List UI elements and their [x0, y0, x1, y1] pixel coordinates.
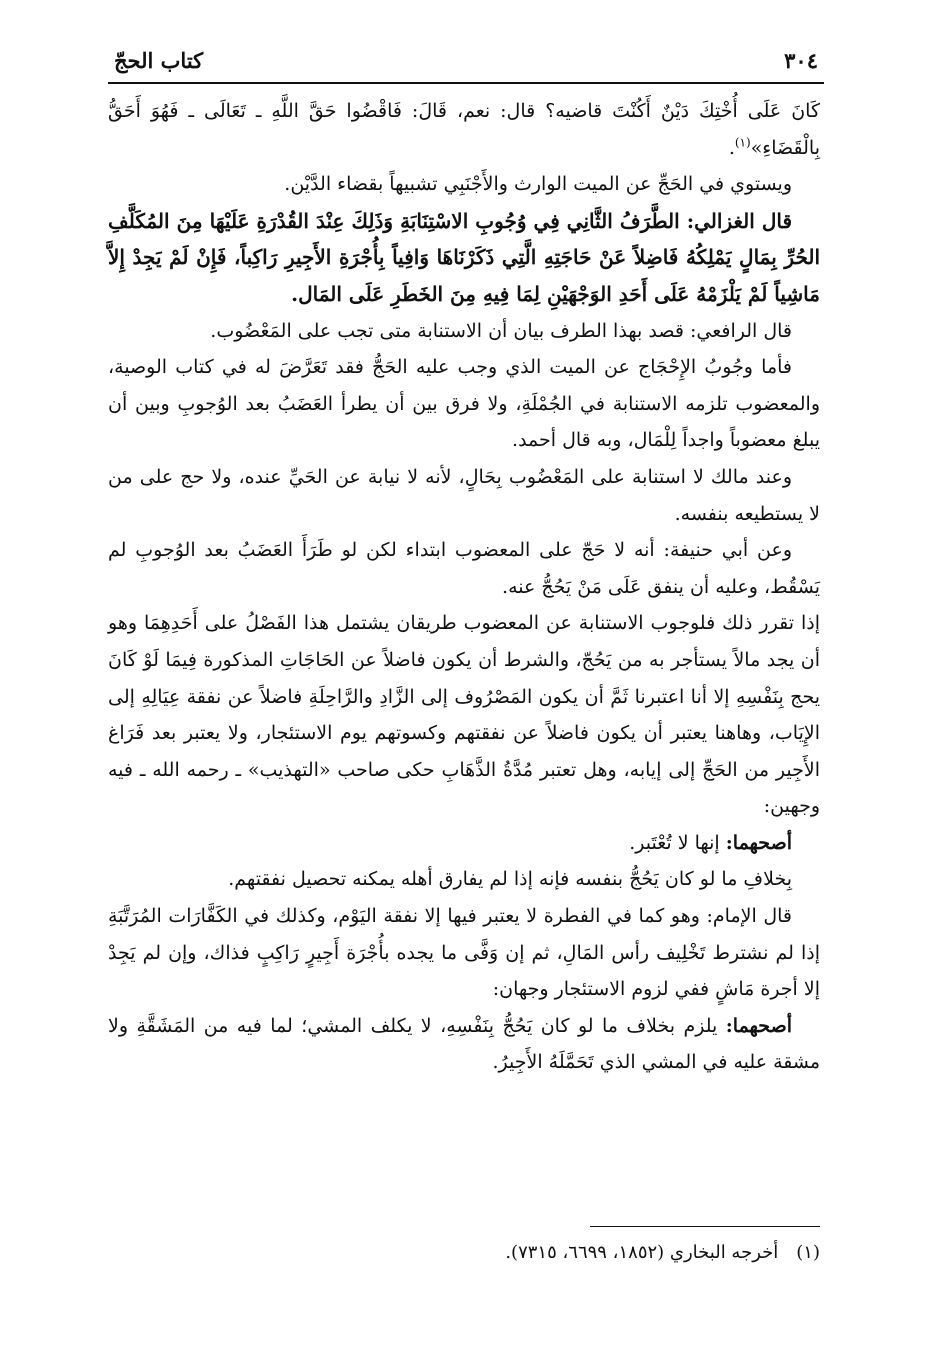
- paragraph-abu-hanifa: وعن أبي حنيفة: أنه لا حَجّ على المعضوب ابتداء لكن لو طَرَأَ العَضَبُ بعد الوُجوبِ لم يَسْقُط، وعليه أن ينفق عَلَى مَنْ يَحُجُّ عنه.: [108, 539, 820, 598]
- paragraph-imam: قال الإمام: وهو كما في الفطرة لا يعتبر فيها إلا نفقة اليَوْم، وكذلك في الكَفَّارَات المُرَتَّبَةِ إذا لم نشترط تَخْلِيف رأس المَالِ، ثم إن وَفَّى ما يجده بأُجْرَة أَجِيرٍ رَاكِبٍ فذاك، وإن لم يَجِدْ إلا أجرة مَاشٍ ففي لزوم الاستئجار وجهان:: [108, 905, 820, 1001]
- main-text: [108, 93, 820, 1081]
- paragraph-two-ways: إذا تقرر ذلك فلوجوب الاستنابة عن المعضوب طريقان يشتمل هذا الفَصْلُ على أَحَدِهِمَا وهو أن يجد مالاً يستأجر به من يَحُجّ، والشرط أن يكون فاضلاً عن الحَاجَاتِ المذكورة فِيمَا لَوْ كَانَ يحج بِنَفْسِهِ إلا أنا اعتبرنا ثَمَّ أن يكون المَصْرُوف إلى الزَّادِ والرَّاحِلَةِ فاضلاً عن نفقة عِيَالِهِ إلى الإِيَاب، وهاهنا يعتبر أن يكون فاضلاً عن نفقتهم وكسوتهم يوم الاستئجار، ولا يعتبر بعد فَرَاغ الأَجِير من الحَجِّ إلى إيابه، وهل تعتبر مُدَّةُ الذَّهَابِ حكى صاحب «التهذيب» ـ رحمه الله ـ فيه وجهين:: [108, 612, 820, 818]
- paragraph-heirs: ويستوي في الحَجِّ عن الميت الوارث والأَجْنَبِي تشبيهاً بقضاء الدَّيْن.: [284, 173, 792, 196]
- ghazali-quote-text: الطَّرَفُ الثَّانِي فِي وُجُوبِ الاسْتِنَابَةِ وَذَلِكَ عِنْدَ القُدْرَةِ عَلَيْهَا مِنَ المُكَلَّفِ الحُرِّ بِمَالٍ يَمْلِكُهُ فَاضِلاً عَنْ حَاجَتِهِ الَّتِي ذَكَرْنَاهَا وَافِياً بِأُجْرَةِ الأَجِيرِ رَاكِباً، فَإِنْ لَمْ يَجِدْ إِلاَّ مَاشِياً لَمْ يَلْزَمْهُ عَلَى أَحَدِ الوَجْهَيْنِ لِمَا فِيهِ مِنَ الخَطَرِ عَلَى المَال.: [108, 208, 820, 306]
- book-title: كتاب الحجّ: [114, 48, 204, 73]
- first-opinion-text: إنها لا تُعْتَبر.: [629, 831, 720, 854]
- paragraph-second-opinion: [108, 1008, 820, 1081]
- hadith-end-mark: .: [728, 136, 735, 159]
- paragraph-first-opinion: [108, 825, 820, 862]
- first-opinion-lead: أصحهما:: [725, 831, 792, 854]
- ghazali-lead: قال الغزالي:: [686, 208, 793, 233]
- paragraph-wujub-ihjaj: فأما وجُوبُ الإِحْجَاج عن الميت الذي وجب عليه الحَجُّ فقد تَعَرَّضَ له في كتاب الوصية، والمعضوب تلزمه الاستنابة في الجُمْلَةِ، ولا فرق بين أن يطرأ العَضَبُ بعد الوُجوبِ وبين أن يبلغ معضوباً واجداً لِلْمَال، وبه قال أحمد.: [108, 356, 820, 452]
- footnote-reference: (١): [734, 135, 751, 150]
- second-opinion-lead: أصحهما:: [725, 1014, 792, 1037]
- paragraph-malik: وعند مالك لا استنابة على المَعْضُوب بِحَالٍ، لأنه لا نيابة عن الحَيِّ عنده، ولا حج على من لا يستطيعه بنفسه.: [108, 465, 820, 525]
- paragraph-contrast: بِخلافِ ما لو كان يَحُجُّ بنفسه فإنه إذا لم يفارق أهله يمكنه تحصيل نفقتهم.: [228, 868, 792, 891]
- hadith-continuation-paragraph: [108, 93, 820, 166]
- hadith-text: كَانَ عَلَى أُخْتِكَ دَيْنٌ أَكُنْتَ قاضيه؟ قال: نعم، قَالَ: فَاقْضُوا حَقَّ اللَّهِ ـ تَعَالَى ـ فَهُوَ أَحَقُّ بِالْقَضَاءِ»: [108, 100, 820, 159]
- running-header: [108, 48, 824, 84]
- footnote-text: أخرجه البخاري (١٨٥٢، ٦٦٩٩، ٧٣١٥).: [505, 1242, 779, 1263]
- page-number: ٣٠٤: [784, 48, 818, 73]
- footnote: [108, 1238, 820, 1268]
- footnote-number: (١): [796, 1242, 820, 1263]
- ghazali-quote-paragraph: [108, 203, 820, 313]
- footnote-separator: [590, 1226, 820, 1227]
- second-opinion-text: يلزم بخلاف ما لو كان يَحُجُّ بِنَفْسِهِ، لا يكلف المشي؛ لما فيه من المَشَقَّةِ ولا مشقة عليه في المشي الذي تَحَمَّلَهُ الأَجِيرُ.: [108, 1014, 820, 1074]
- paragraph-rafii: قال الرافعي: قصد بهذا الطرف بيان أن الاستنابة متى تجب على المَعْضُوب.: [210, 319, 792, 342]
